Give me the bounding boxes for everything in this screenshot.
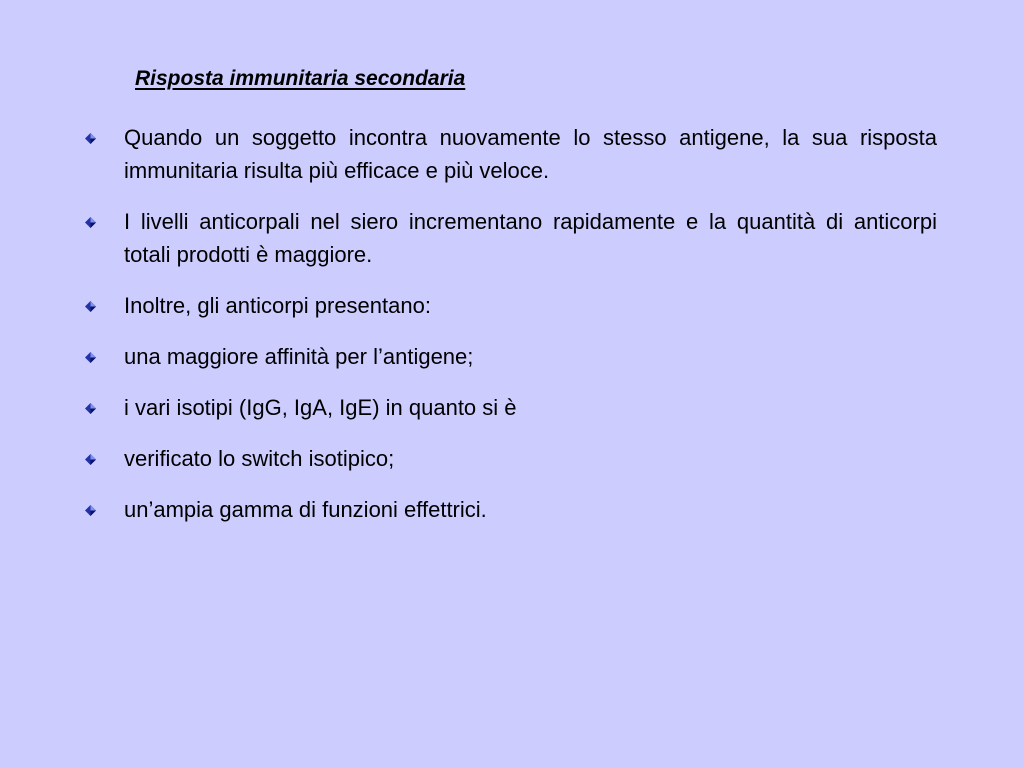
bullet-list [85, 121, 937, 526]
list-item [85, 340, 937, 373]
list-item [85, 442, 937, 475]
blue-diamond-bullet-icon [85, 133, 96, 144]
blue-diamond-bullet-icon [85, 217, 96, 228]
slide-title: Risposta immunitaria secondaria [135, 67, 466, 90]
bullet-text: un’ampia gamma di funzioni effettrici. [124, 497, 487, 522]
bullet-text: Inoltre, gli anticorpi presentano: [124, 293, 431, 318]
list-item [85, 121, 937, 187]
bullet-text: verificato lo switch isotipico; [124, 446, 395, 471]
list-item [85, 289, 937, 322]
blue-diamond-bullet-icon [85, 505, 96, 516]
blue-diamond-bullet-icon [85, 352, 96, 363]
list-item [85, 205, 937, 271]
bullet-text: Quando un soggetto incontra nuovamente lo stesso antigene, la sua risposta immunitaria risulta più efficace e più veloce. [124, 125, 937, 183]
bullet-text: una maggiore affinità per l’antigene; [124, 344, 474, 369]
bullet-text: I livelli anticorpali nel siero incrementano rapidamente e la quantità di anticorpi totali prodotti è maggiore. [124, 209, 937, 267]
list-item [85, 493, 937, 526]
blue-diamond-bullet-icon [85, 403, 96, 414]
list-item [85, 391, 937, 424]
bullet-text: i vari isotipi (IgG, IgA, IgE) in quanto si è [124, 395, 517, 420]
blue-diamond-bullet-icon [85, 301, 96, 312]
blue-diamond-bullet-icon [85, 454, 96, 465]
